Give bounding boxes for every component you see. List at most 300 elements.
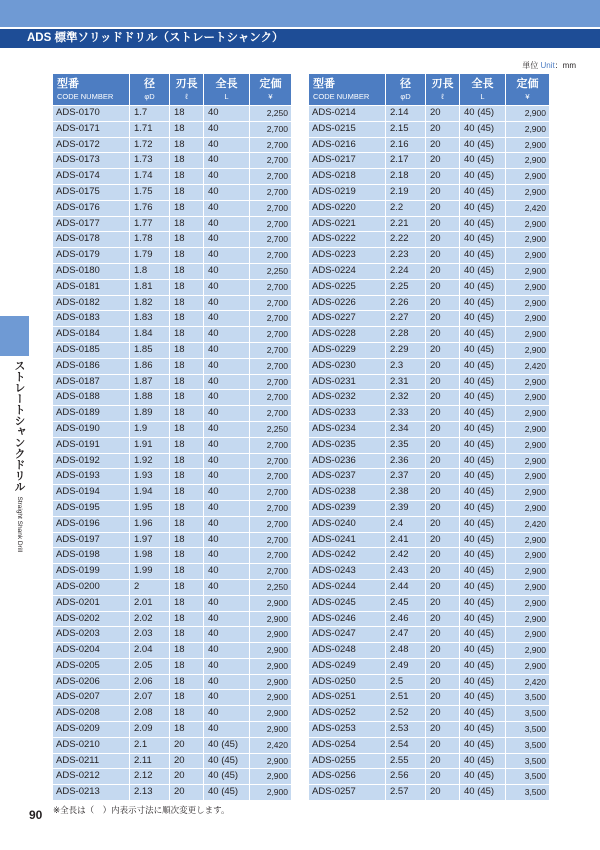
header-price [506, 74, 549, 105]
cell-code: ADS-0257 [309, 785, 386, 800]
cell-code: ADS-0201 [53, 596, 130, 611]
cell-total-length: 40 (45) [460, 627, 506, 642]
cell-price: 2,420 [506, 359, 549, 374]
spec-table-right-body [309, 106, 549, 800]
cell-total-length: 40 (45) [460, 232, 506, 247]
cell-code: ADS-0206 [53, 675, 130, 690]
cell-code: ADS-0205 [53, 659, 130, 674]
cell-flute-length: 18 [170, 675, 204, 690]
cell-flute-length: 18 [170, 248, 204, 263]
cell-total-length: 40 [204, 280, 250, 295]
header-flute-length [170, 74, 204, 105]
header-flute-length [426, 74, 460, 105]
cell-flute-length: 18 [170, 469, 204, 484]
table-row [309, 754, 549, 769]
cell-price: 2,900 [506, 185, 549, 200]
cell-price: 2,700 [250, 564, 291, 579]
cell-price: 2,900 [506, 485, 549, 500]
table-row [309, 390, 549, 405]
cell-price: 2,420 [250, 738, 291, 753]
table-row [53, 706, 291, 721]
table-row [309, 596, 549, 611]
cell-diameter: 2.12 [130, 769, 170, 784]
cell-flute-length: 20 [426, 122, 460, 137]
cell-diameter: 2.27 [386, 311, 426, 326]
cell-code: ADS-0180 [53, 264, 130, 279]
cell-code: ADS-0233 [309, 406, 386, 421]
cell-code: ADS-0228 [309, 327, 386, 342]
cell-total-length: 40 (45) [460, 122, 506, 137]
cell-code: ADS-0217 [309, 153, 386, 168]
cell-total-length: 40 (45) [204, 738, 250, 753]
cell-diameter: 2.38 [386, 485, 426, 500]
cell-price: 2,700 [250, 201, 291, 216]
cell-flute-length: 18 [170, 311, 204, 326]
header-total-length-en: L [480, 91, 485, 101]
table-row [53, 138, 291, 153]
unit-label-sep: ： [554, 61, 563, 70]
cell-flute-length: 18 [170, 280, 204, 295]
cell-total-length: 40 [204, 343, 250, 358]
header-price [250, 74, 291, 105]
cell-total-length: 40 [204, 296, 250, 311]
cell-code: ADS-0181 [53, 280, 130, 295]
cell-code: ADS-0252 [309, 706, 386, 721]
cell-code: ADS-0179 [53, 248, 130, 263]
cell-price: 2,900 [506, 232, 549, 247]
cell-diameter: 1.87 [130, 375, 170, 390]
cell-code: ADS-0209 [53, 722, 130, 737]
cell-flute-length: 18 [170, 533, 204, 548]
cell-diameter: 1.94 [130, 485, 170, 500]
cell-price: 2,900 [506, 375, 549, 390]
cell-total-length: 40 (45) [460, 533, 506, 548]
table-row [309, 327, 549, 342]
table-row [53, 422, 291, 437]
cell-flute-length: 20 [426, 106, 460, 121]
cell-flute-length: 18 [170, 627, 204, 642]
cell-code: ADS-0249 [309, 659, 386, 674]
cell-code: ADS-0199 [53, 564, 130, 579]
cell-total-length: 40 [204, 469, 250, 484]
cell-price: 3,500 [506, 769, 549, 784]
cell-total-length: 40 [204, 485, 250, 500]
table-row [309, 485, 549, 500]
cell-code: ADS-0237 [309, 469, 386, 484]
cell-flute-length: 20 [426, 517, 460, 532]
cell-price: 2,900 [506, 627, 549, 642]
cell-price: 2,250 [250, 264, 291, 279]
cell-total-length: 40 [204, 138, 250, 153]
cell-code: ADS-0177 [53, 217, 130, 232]
table-row [309, 454, 549, 469]
cell-flute-length: 20 [170, 769, 204, 784]
cell-total-length: 40 (45) [460, 501, 506, 516]
cell-diameter: 2.03 [130, 627, 170, 642]
table-row [309, 217, 549, 232]
cell-diameter: 2.11 [130, 754, 170, 769]
cell-total-length: 40 (45) [460, 359, 506, 374]
cell-total-length: 40 [204, 169, 250, 184]
cell-flute-length: 18 [170, 422, 204, 437]
cell-total-length: 40 [204, 706, 250, 721]
table-row [53, 627, 291, 642]
cell-diameter: 2.39 [386, 501, 426, 516]
cell-total-length: 40 [204, 690, 250, 705]
cell-flute-length: 20 [426, 454, 460, 469]
cell-flute-length: 20 [426, 169, 460, 184]
header-price-en: ¥ [525, 91, 530, 101]
cell-diameter: 2.2 [386, 201, 426, 216]
side-tab-jp: ストレートシャンクドリル [13, 360, 25, 492]
cell-total-length: 40 [204, 596, 250, 611]
cell-total-length: 40 [204, 153, 250, 168]
cell-flute-length: 20 [426, 375, 460, 390]
cell-price: 2,900 [250, 627, 291, 642]
table-row [309, 232, 549, 247]
table-row [53, 675, 291, 690]
cell-total-length: 40 (45) [460, 485, 506, 500]
cell-code: ADS-0213 [53, 785, 130, 800]
cell-total-length: 40 (45) [460, 406, 506, 421]
cell-price: 2,900 [506, 327, 549, 342]
header-code [309, 74, 386, 105]
cell-code: ADS-0171 [53, 122, 130, 137]
cell-diameter: 2.13 [130, 785, 170, 800]
table-row [53, 564, 291, 579]
page-number: 90 [29, 808, 43, 822]
cell-total-length: 40 [204, 122, 250, 137]
cell-diameter: 2.57 [386, 785, 426, 800]
table-row [53, 438, 291, 453]
cell-diameter: 2.17 [386, 153, 426, 168]
cell-price: 2,900 [250, 754, 291, 769]
spec-table-left [53, 73, 291, 801]
cell-price: 2,900 [506, 422, 549, 437]
cell-price: 2,900 [506, 533, 549, 548]
cell-price: 2,250 [250, 106, 291, 121]
cell-total-length: 40 (45) [460, 438, 506, 453]
cell-price: 2,900 [506, 169, 549, 184]
header-diameter-en: φD [400, 91, 411, 101]
header-code-jp: 型番 [57, 77, 79, 90]
cell-total-length: 40 (45) [460, 311, 506, 326]
cell-code: ADS-0222 [309, 232, 386, 247]
table-row [309, 138, 549, 153]
cell-price: 2,900 [506, 296, 549, 311]
table-row [309, 659, 549, 674]
cell-flute-length: 18 [170, 327, 204, 342]
cell-total-length: 40 [204, 327, 250, 342]
cell-price: 2,900 [506, 390, 549, 405]
cell-price: 2,700 [250, 185, 291, 200]
cell-flute-length: 20 [426, 438, 460, 453]
cell-diameter: 2.41 [386, 533, 426, 548]
cell-code: ADS-0185 [53, 343, 130, 358]
cell-code: ADS-0182 [53, 296, 130, 311]
cell-price: 2,900 [506, 106, 549, 121]
cell-flute-length: 20 [426, 390, 460, 405]
table-row [309, 296, 549, 311]
cell-code: ADS-0210 [53, 738, 130, 753]
cell-price: 2,900 [506, 580, 549, 595]
cell-code: ADS-0224 [309, 264, 386, 279]
cell-total-length: 40 [204, 517, 250, 532]
cell-flute-length: 18 [170, 643, 204, 658]
cell-price: 2,900 [506, 469, 549, 484]
cell-total-length: 40 (45) [460, 659, 506, 674]
cell-code: ADS-0231 [309, 375, 386, 390]
table-row [309, 359, 549, 374]
cell-price: 2,900 [506, 217, 549, 232]
cell-diameter: 2.32 [386, 390, 426, 405]
cell-flute-length: 18 [170, 501, 204, 516]
table-row [309, 153, 549, 168]
cell-code: ADS-0256 [309, 769, 386, 784]
cell-diameter: 1.86 [130, 359, 170, 374]
header-total-length [204, 74, 250, 105]
cell-flute-length: 20 [426, 533, 460, 548]
cell-diameter: 2.16 [386, 138, 426, 153]
cell-flute-length: 18 [170, 169, 204, 184]
cell-total-length: 40 (45) [460, 690, 506, 705]
cell-price: 2,900 [506, 643, 549, 658]
cell-flute-length: 20 [426, 564, 460, 579]
cell-flute-length: 18 [170, 564, 204, 579]
table-row [309, 248, 549, 263]
cell-total-length: 40 (45) [460, 422, 506, 437]
cell-flute-length: 18 [170, 185, 204, 200]
table-row [53, 548, 291, 563]
cell-code: ADS-0244 [309, 580, 386, 595]
cell-price: 2,900 [250, 722, 291, 737]
cell-flute-length: 20 [426, 738, 460, 753]
cell-diameter: 1.78 [130, 232, 170, 247]
cell-code: ADS-0216 [309, 138, 386, 153]
cell-price: 2,700 [250, 438, 291, 453]
cell-price: 2,700 [250, 169, 291, 184]
cell-diameter: 1.8 [130, 264, 170, 279]
cell-diameter: 2.53 [386, 722, 426, 737]
cell-code: ADS-0174 [53, 169, 130, 184]
spec-table-right [309, 73, 549, 801]
table-row [309, 580, 549, 595]
cell-price: 3,500 [506, 754, 549, 769]
cell-code: ADS-0211 [53, 754, 130, 769]
cell-diameter: 1.79 [130, 248, 170, 263]
cell-price: 2,900 [506, 454, 549, 469]
cell-total-length: 40 [204, 232, 250, 247]
section-title-bar [0, 29, 600, 48]
cell-total-length: 40 (45) [204, 785, 250, 800]
cell-diameter: 2.1 [130, 738, 170, 753]
cell-code: ADS-0229 [309, 343, 386, 358]
table-row [53, 517, 291, 532]
cell-flute-length: 20 [426, 769, 460, 784]
cell-total-length: 40 [204, 359, 250, 374]
header-total-length [460, 74, 506, 105]
cell-flute-length: 18 [170, 106, 204, 121]
table-row [309, 690, 549, 705]
cell-total-length: 40 [204, 454, 250, 469]
table-row [309, 627, 549, 642]
table-row [309, 643, 549, 658]
cell-flute-length: 20 [426, 153, 460, 168]
cell-code: ADS-0202 [53, 612, 130, 627]
table-row [53, 375, 291, 390]
cell-code: ADS-0238 [309, 485, 386, 500]
table-header-row [53, 74, 291, 105]
cell-diameter: 1.92 [130, 454, 170, 469]
cell-total-length: 40 (45) [460, 517, 506, 532]
table-row [309, 122, 549, 137]
cell-total-length: 40 (45) [460, 675, 506, 690]
cell-flute-length: 18 [170, 343, 204, 358]
cell-price: 2,420 [506, 517, 549, 532]
cell-diameter: 2.55 [386, 754, 426, 769]
table-row [53, 769, 291, 784]
cell-price: 2,900 [506, 612, 549, 627]
table-row [309, 564, 549, 579]
cell-price: 2,900 [506, 122, 549, 137]
cell-code: ADS-0192 [53, 454, 130, 469]
table-row [309, 311, 549, 326]
cell-total-length: 40 (45) [460, 643, 506, 658]
cell-price: 2,700 [250, 390, 291, 405]
cell-code: ADS-0253 [309, 722, 386, 737]
section-title: ADS 標準ソリッドドリル（ストレートシャンク） [27, 32, 284, 44]
cell-flute-length: 20 [426, 706, 460, 721]
cell-flute-length: 20 [170, 785, 204, 800]
header-diameter-jp: 径 [144, 77, 155, 90]
cell-diameter: 2.4 [386, 517, 426, 532]
header-flute-length-en: ℓ [185, 91, 188, 101]
cell-total-length: 40 [204, 217, 250, 232]
cell-flute-length: 20 [426, 232, 460, 247]
cell-code: ADS-0246 [309, 612, 386, 627]
cell-diameter: 2.31 [386, 375, 426, 390]
cell-total-length: 40 [204, 106, 250, 121]
cell-flute-length: 20 [426, 422, 460, 437]
cell-diameter: 2.25 [386, 280, 426, 295]
header-diameter-jp: 径 [400, 77, 411, 90]
cell-diameter: 2.45 [386, 596, 426, 611]
header-flute-length-jp: 刃長 [431, 77, 454, 90]
cell-total-length: 40 (45) [460, 248, 506, 263]
cell-price: 3,500 [506, 722, 549, 737]
cell-flute-length: 20 [426, 612, 460, 627]
cell-price: 2,700 [250, 248, 291, 263]
table-row [309, 769, 549, 784]
header-total-length-jp: 全長 [215, 77, 238, 90]
cell-flute-length: 20 [426, 327, 460, 342]
cell-price: 2,900 [250, 706, 291, 721]
cell-total-length: 40 (45) [460, 217, 506, 232]
cell-code: ADS-0254 [309, 738, 386, 753]
cell-flute-length: 20 [426, 643, 460, 658]
cell-flute-length: 18 [170, 690, 204, 705]
cell-flute-length: 18 [170, 232, 204, 247]
table-row [53, 343, 291, 358]
cell-total-length: 40 [204, 675, 250, 690]
cell-price: 2,900 [250, 690, 291, 705]
cell-code: ADS-0184 [53, 327, 130, 342]
cell-flute-length: 18 [170, 438, 204, 453]
table-row [309, 406, 549, 421]
table-row [53, 406, 291, 421]
cell-code: ADS-0239 [309, 501, 386, 516]
table-row [309, 343, 549, 358]
cell-code: ADS-0226 [309, 296, 386, 311]
cell-total-length: 40 [204, 643, 250, 658]
cell-flute-length: 18 [170, 548, 204, 563]
cell-price: 2,700 [250, 375, 291, 390]
table-row [309, 438, 549, 453]
header-code-en: CODE NUMBER [313, 91, 370, 101]
cell-code: ADS-0173 [53, 153, 130, 168]
table-row [53, 754, 291, 769]
table-row [53, 217, 291, 232]
cell-price: 2,700 [250, 548, 291, 563]
table-row [53, 454, 291, 469]
table-row [309, 169, 549, 184]
cell-flute-length: 20 [426, 217, 460, 232]
table-row [309, 738, 549, 753]
table-row [53, 280, 291, 295]
table-row [53, 501, 291, 516]
unit-label-en: Unit [540, 61, 555, 70]
cell-diameter: 2.08 [130, 706, 170, 721]
table-row [53, 643, 291, 658]
table-row [53, 248, 291, 263]
cell-total-length: 40 (45) [460, 580, 506, 595]
cell-flute-length: 20 [426, 138, 460, 153]
cell-code: ADS-0227 [309, 311, 386, 326]
cell-flute-length: 18 [170, 722, 204, 737]
cell-code: ADS-0195 [53, 501, 130, 516]
cell-diameter: 2.04 [130, 643, 170, 658]
cell-price: 2,700 [250, 327, 291, 342]
cell-diameter: 1.76 [130, 201, 170, 216]
cell-flute-length: 18 [170, 122, 204, 137]
cell-diameter: 2.48 [386, 643, 426, 658]
cell-total-length: 40 [204, 612, 250, 627]
cell-price: 2,900 [506, 264, 549, 279]
table-row [53, 185, 291, 200]
cell-price: 2,700 [250, 406, 291, 421]
cell-flute-length: 20 [426, 406, 460, 421]
cell-diameter: 1.73 [130, 153, 170, 168]
cell-code: ADS-0241 [309, 533, 386, 548]
cell-flute-length: 20 [426, 627, 460, 642]
cell-price: 2,700 [250, 296, 291, 311]
table-row [53, 533, 291, 548]
cell-code: ADS-0234 [309, 422, 386, 437]
cell-code: ADS-0178 [53, 232, 130, 247]
cell-diameter: 1.95 [130, 501, 170, 516]
cell-total-length: 40 [204, 264, 250, 279]
cell-flute-length: 20 [170, 754, 204, 769]
header-code [53, 74, 130, 105]
table-row [309, 675, 549, 690]
cell-price: 2,900 [506, 548, 549, 563]
table-row [309, 264, 549, 279]
cell-total-length: 40 (45) [460, 785, 506, 800]
cell-price: 2,900 [506, 311, 549, 326]
cell-diameter: 1.85 [130, 343, 170, 358]
table-row [309, 422, 549, 437]
cell-code: ADS-0219 [309, 185, 386, 200]
